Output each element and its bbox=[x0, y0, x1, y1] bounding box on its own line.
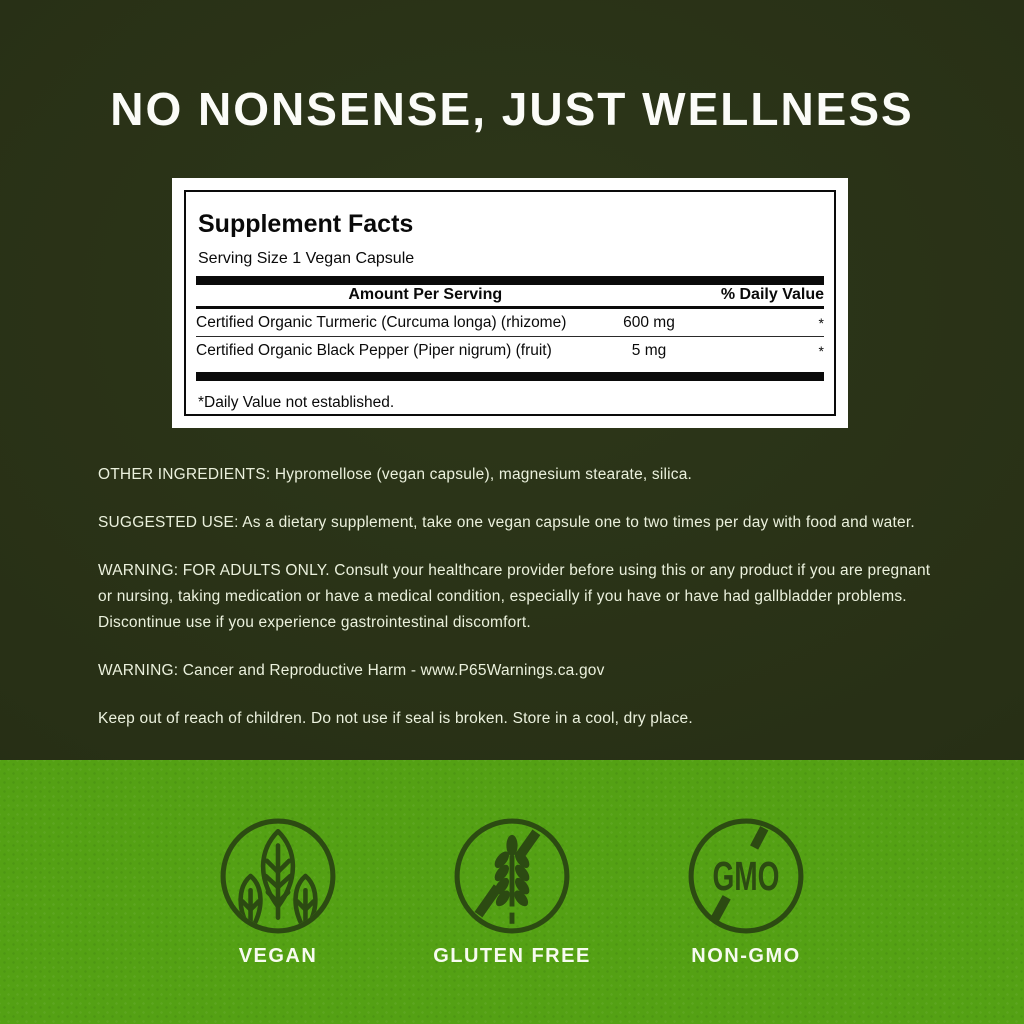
gmo-icon-text: GMO bbox=[712, 853, 780, 900]
daily-value-footnote: *Daily Value not established. bbox=[198, 394, 395, 411]
table-row bbox=[196, 309, 824, 337]
badge-row bbox=[0, 760, 1024, 968]
storage-text: Keep out of reach of children. Do not use if seal is broken. Store in a cool, dry place. bbox=[98, 710, 693, 727]
ingredient-daily-value: * bbox=[818, 342, 824, 359]
non-gmo-crossed-icon bbox=[685, 815, 807, 937]
badge-gluten-free bbox=[417, 815, 607, 968]
divider-thick bbox=[196, 276, 824, 285]
ingredient-amount: 5 mg bbox=[631, 341, 667, 359]
other-ingredients-text: OTHER INGREDIENTS: Hypromellose (vegan capsule), magnesium stearate, silica. bbox=[98, 466, 693, 483]
badge-label: VEGAN bbox=[238, 945, 318, 967]
daily-value-header: % Daily Value bbox=[720, 286, 824, 303]
details-text bbox=[98, 462, 946, 754]
supplement-facts-border bbox=[184, 190, 836, 416]
warning-prop65-text: WARNING: Cancer and Reproductive Harm - www.P65Warnings.ca.gov bbox=[98, 662, 605, 679]
supplement-facts-title: Supplement Facts bbox=[198, 210, 414, 238]
badge-vegan bbox=[183, 815, 373, 968]
headline: NO NONSENSE, JUST WELLNESS bbox=[110, 83, 914, 135]
warning-adults-text: WARNING: FOR ADULTS ONLY. Consult your healthcare provider before using this or any product if you are pregnant or nursing, taking medication or have a medical condition, especially if you have or have had gallbladder problems. Discontinue use if you experience gastrointestinal discomfort. bbox=[98, 562, 931, 631]
gluten-free-wheat-icon bbox=[451, 815, 573, 937]
amount-per-serving-header: Amount Per Serving bbox=[348, 286, 503, 303]
serving-size: Serving Size 1 Vegan Capsule bbox=[198, 250, 415, 267]
ingredient-name: Certified Organic Black Pepper (Piper nigrum) (fruit) bbox=[196, 341, 552, 359]
ingredient-amount: 600 mg bbox=[623, 313, 675, 331]
badge-non-gmo bbox=[651, 815, 841, 968]
ingredient-name: Certified Organic Turmeric (Curcuma longa) (rhizome) bbox=[196, 313, 567, 331]
vegan-leaves-icon bbox=[217, 815, 339, 937]
badge-label: NON-GMO bbox=[691, 945, 801, 967]
ingredient-daily-value: * bbox=[818, 314, 824, 331]
supplement-facts-panel bbox=[172, 178, 848, 428]
badge-label: GLUTEN FREE bbox=[433, 945, 591, 967]
badge-band bbox=[0, 760, 1024, 1024]
divider-thick bbox=[196, 372, 824, 381]
suggested-use-text: SUGGESTED USE: As a dietary supplement, take one vegan capsule one to two times per day with food and water. bbox=[98, 514, 915, 531]
facts-header-row bbox=[196, 285, 824, 309]
table-row bbox=[196, 337, 824, 364]
